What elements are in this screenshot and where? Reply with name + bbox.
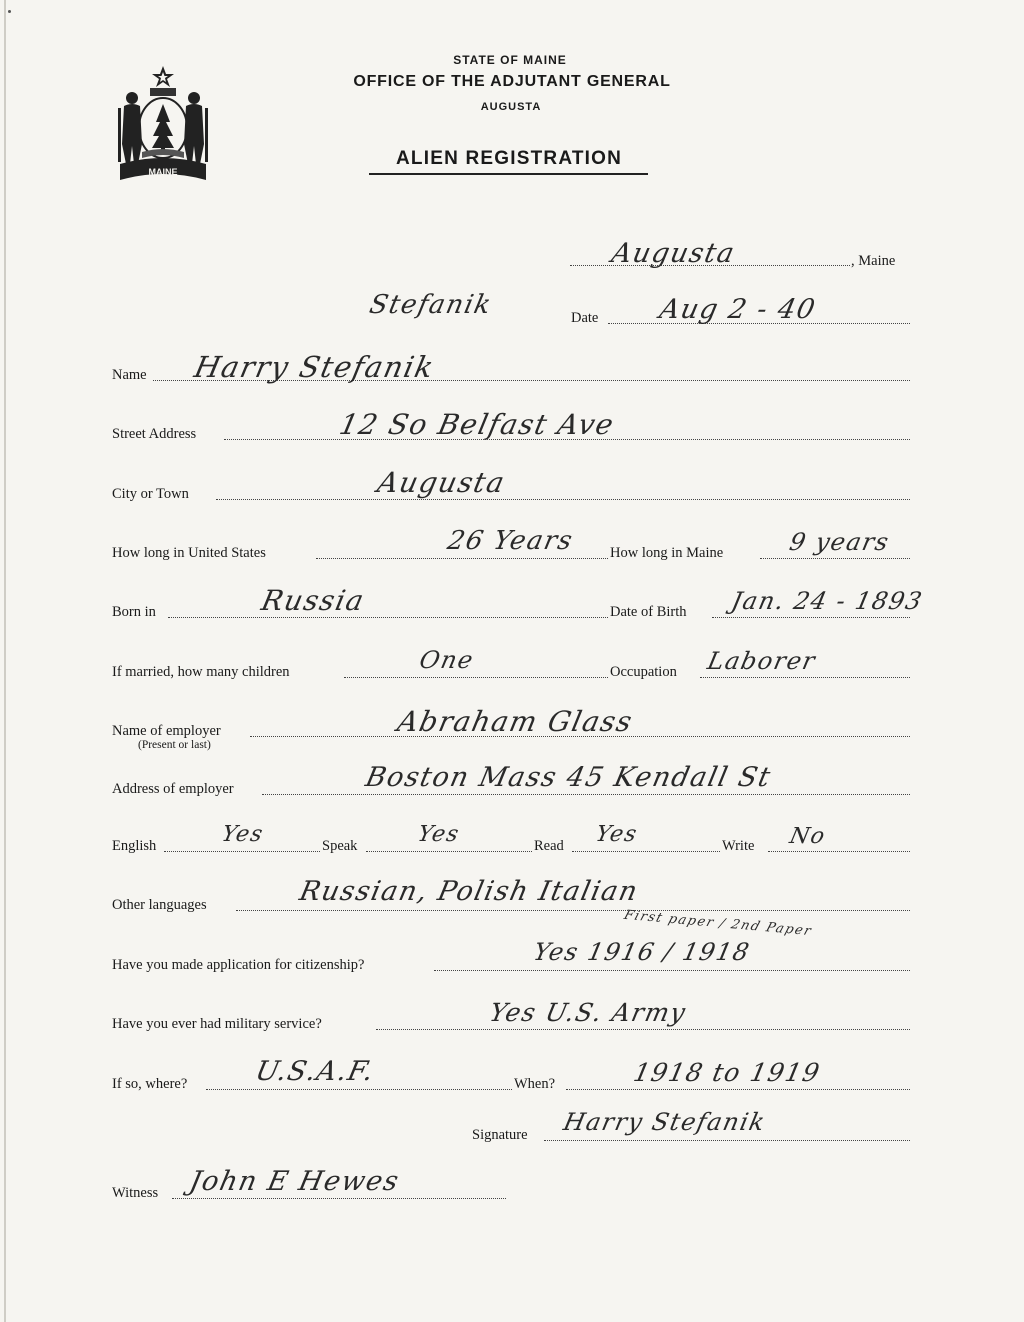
how-long-us-entry[interactable]: 26 Years bbox=[444, 526, 577, 556]
write-entry[interactable]: No bbox=[787, 824, 829, 849]
other-languages-line bbox=[236, 910, 910, 911]
date-label: Date bbox=[571, 310, 599, 326]
employer-address-label: Address of employer bbox=[112, 781, 234, 797]
scan-speck bbox=[8, 10, 11, 13]
born-in-label: Born in bbox=[112, 604, 156, 620]
children-label: If married, how many children bbox=[112, 664, 290, 680]
city-line bbox=[216, 499, 910, 500]
date-entry[interactable]: Aug 2 - 40 bbox=[656, 294, 819, 325]
born-in-entry[interactable]: Russia bbox=[258, 584, 369, 617]
name-label: Name bbox=[112, 367, 147, 383]
city-heading: AUGUSTA bbox=[480, 101, 542, 113]
citizenship-label: Have you made application for citizenship? bbox=[112, 957, 365, 973]
employer-address-entry[interactable]: Boston Mass 45 Kendall St bbox=[362, 762, 775, 793]
state-heading: STATE OF MAINE bbox=[453, 53, 567, 67]
place-entry[interactable]: Augusta bbox=[608, 238, 739, 269]
speak-label: Speak bbox=[322, 838, 358, 854]
witness-entry[interactable]: John E Hewes bbox=[186, 1166, 403, 1197]
witness-label: Witness bbox=[112, 1185, 159, 1201]
children-entry[interactable]: One bbox=[417, 646, 477, 674]
city-label: City or Town bbox=[112, 486, 189, 502]
how-long-us-label: How long in United States bbox=[112, 545, 266, 561]
read-line bbox=[572, 851, 720, 852]
employer-label: Name of employer bbox=[112, 723, 221, 739]
occupation-entry[interactable]: Laborer bbox=[705, 647, 819, 675]
maine-label: , Maine bbox=[851, 253, 896, 269]
date-of-birth-entry[interactable]: Jan. 24 - 1893 bbox=[729, 587, 926, 615]
scan-edge bbox=[4, 0, 6, 1322]
title-underline bbox=[369, 173, 648, 175]
employer-entry[interactable]: Abraham Glass bbox=[394, 705, 637, 738]
form-title: ALIEN REGISTRATION bbox=[395, 148, 623, 169]
citizenship-entry[interactable]: Yes 1916 / 1918 bbox=[531, 938, 753, 966]
english-line bbox=[164, 851, 320, 852]
occupation-line bbox=[700, 677, 910, 678]
citizenship-note: First paper / 2nd Paper bbox=[622, 907, 814, 940]
children-line bbox=[344, 677, 608, 678]
read-entry[interactable]: Yes bbox=[593, 822, 641, 847]
office-heading: OFFICE OF THE ADJUTANT GENERAL bbox=[353, 73, 671, 90]
write-label: Write bbox=[722, 838, 755, 854]
citizenship-line bbox=[434, 970, 910, 971]
how-long-maine-label: How long in Maine bbox=[610, 545, 724, 561]
write-line bbox=[768, 851, 910, 852]
how-long-maine-line bbox=[760, 558, 910, 559]
born-in-line bbox=[168, 617, 608, 618]
speak-entry[interactable]: Yes bbox=[415, 822, 463, 847]
signature-label: Signature bbox=[472, 1127, 528, 1143]
military-entry[interactable]: Yes U.S. Army bbox=[486, 998, 690, 1027]
how-long-us-line bbox=[316, 558, 608, 559]
employer-note: (Present or last) bbox=[138, 739, 211, 751]
signature-line bbox=[544, 1140, 910, 1141]
military-label: Have you ever had military service? bbox=[112, 1016, 322, 1032]
read-label: Read bbox=[534, 838, 564, 854]
where-label: If so, where? bbox=[112, 1076, 188, 1092]
how-long-maine-entry[interactable]: 9 years bbox=[787, 528, 893, 556]
where-entry[interactable]: U.S.A.F. bbox=[252, 1056, 378, 1087]
other-languages-entry[interactable]: Russian, Polish Italian bbox=[296, 876, 642, 907]
when-line bbox=[566, 1089, 910, 1090]
city-entry[interactable]: Augusta bbox=[374, 466, 509, 499]
street-label: Street Address bbox=[112, 426, 197, 442]
where-line bbox=[206, 1089, 512, 1090]
when-entry[interactable]: 1918 to 1919 bbox=[630, 1058, 824, 1087]
other-languages-label: Other languages bbox=[112, 897, 207, 913]
seal-text: MAINE bbox=[148, 167, 178, 177]
occupation-label: Occupation bbox=[610, 664, 677, 680]
name-entry[interactable]: Harry Stefanik bbox=[191, 350, 438, 384]
when-label: When? bbox=[514, 1076, 556, 1092]
military-line bbox=[376, 1029, 910, 1030]
english-entry[interactable]: Yes bbox=[219, 822, 267, 847]
signature-entry[interactable]: Harry Stefanik bbox=[561, 1108, 769, 1136]
witness-line bbox=[172, 1198, 506, 1199]
speak-line bbox=[366, 851, 532, 852]
date-of-birth-label: Date of Birth bbox=[610, 604, 687, 620]
street-entry[interactable]: 12 So Belfast Ave bbox=[336, 408, 618, 441]
english-label: English bbox=[112, 838, 157, 854]
state-seal-icon bbox=[112, 64, 214, 188]
employer-address-line bbox=[262, 794, 910, 795]
date-of-birth-line bbox=[712, 617, 910, 618]
stamp-name: Stefanik bbox=[366, 290, 495, 320]
